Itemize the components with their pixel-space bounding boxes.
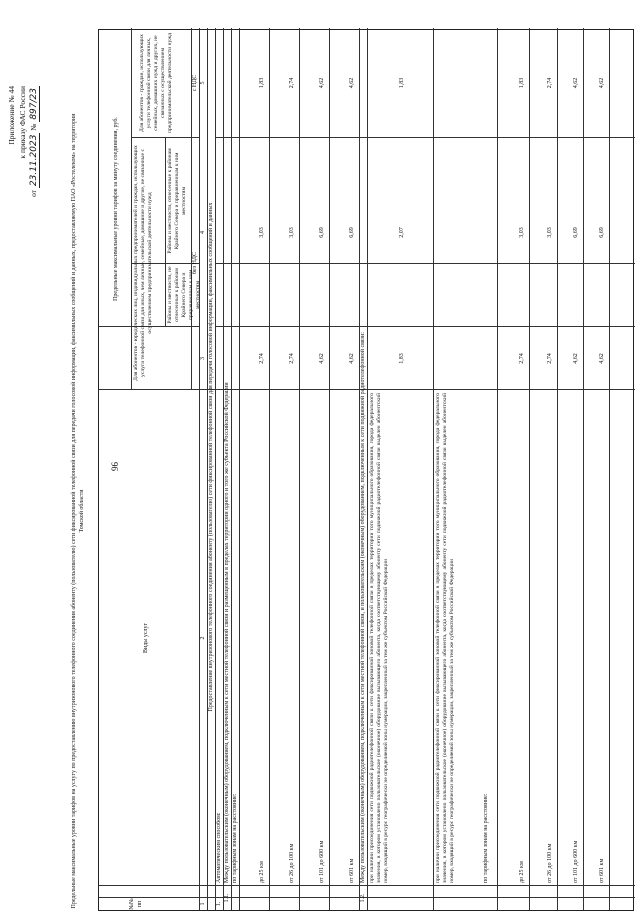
row-12b-2-c4: 3,03 [547, 227, 553, 238]
row-11-4-c5: 4,62 [349, 77, 355, 89]
row-12a-c4: 2,07 [399, 227, 405, 238]
row-12b-2-c5: 2,74 [547, 77, 553, 89]
row-12b-3-c3: 4,62 [573, 353, 579, 364]
row-12b-2-c3: 2,74 [547, 353, 553, 364]
row-11-2-c4: 3,03 [289, 227, 295, 238]
document-title: Предельные максимальные уровни тарифов на услугу по предоставлению внутризонового телефонного соединения абоненту (пользователю) сети фиксированной телефонной связи для передачи голосовой информации, факсимильных сообщений и данных, предоставляемую ПАО «Ростелеком» на территории Томской области [71, 113, 85, 909]
row-11-no: 1.1. [224, 893, 230, 903]
row-11-label-3: от 101 до 600 км [319, 840, 325, 883]
row-12b-label-1: до 25 км [519, 861, 525, 883]
row-12a-text: при наличии присоединения сети подвижной радиотелефонной связи к сети фиксированной зоновой телефонной связи в пределах территории того муниципального образования, города федерального значения, в котором установлено пользовательское (оконечное) оборудование вызывающего абонента, когда соответствующему абоненту сети подвижной радиотелефонной связи выделен абонентский номер, входящий в ресурс географически не определяемой зоны нумерации, закрепленный за тем же субъектом Российской Федерации [369, 393, 389, 883]
row-11-label: Между пользовательским (оконечным) оборудованием, подключенным к сети местной телефонной связи и размещенным в пределах территории одного и того же субъекта Российской Федерации [224, 382, 230, 883]
row-12b-3-c4: 6,69 [573, 227, 579, 238]
col-header-legal: Для абонентов - юридических лиц, индивидуальных предпринимателей и граждан, использующих услуги телефонной связи для иных, чем личные, семейные, домашние и другие, не связанные с осуществлением предпринимательской деятельности нужд [133, 145, 153, 381]
page-number: 96 [110, 462, 120, 471]
row-12b-label-4: от 601 км [599, 858, 605, 883]
section-title: Предоставление внутризонового телефонного соединения абоненту (пользователю) сети фиксированной телефонной связи для передачи голосовой информации, факсимильных сообщений и данных [208, 202, 214, 712]
row-1-no: 1. [216, 901, 222, 907]
row-12b-3-c5: 4,62 [573, 77, 579, 89]
col-number-4: 4 [200, 231, 206, 234]
row-11-label-2: от 26 до 100 км [289, 843, 295, 883]
row-12b-1-c3: 2,74 [519, 353, 525, 364]
row-12b-4-c3: 4,62 [599, 353, 605, 364]
order-date: 23.11.2023 [29, 134, 39, 187]
row-12-label: Между пользовательским (оконечным) оборудованием, подключенным к сети местной телефонной связи, и пользовательским (оконечным) оборудованием, подключенным к сети подвижной радиотелефонной связи: [360, 332, 366, 883]
row-12b-4-c5: 4,62 [599, 77, 605, 89]
order-date-line: от 23.11.2023 № 897/23 [29, 88, 39, 197]
col-header-region-north: Районы и местности, не отнесенные к районам Крайнего Севера и приравненным к ним местностям [167, 266, 201, 324]
row-12b-zone: по тарифным зонам на расстояние: [483, 793, 489, 883]
col-header-vat-incl: с НДС [192, 74, 198, 92]
row-11-label-4: от 601 км [349, 858, 355, 883]
row-11-3-c3: 4,62 [319, 353, 325, 364]
row-12a-c3: 1,83 [399, 353, 405, 364]
col-number-2: 2 [200, 636, 206, 640]
col-header-region-far-north: Районы и местности, отнесенные к районам Крайнего Севера и приравненным к ним местностям [167, 148, 187, 254]
row-12a-c5: 1,83 [399, 77, 405, 89]
row-11-label-1: до 25 км [259, 861, 265, 883]
row-11-2-c3: 2,74 [289, 353, 295, 364]
tariff-table [98, 29, 634, 911]
col-header-citizens: Для абонентов - граждан, использующих услуги телефонной связи для личных, семейных, домашних нужд и других, не связанных с осуществлением предпринимательской деятельности нужд [139, 33, 173, 133]
col-header-services: Виды услуг [143, 623, 149, 653]
row-11-4-c4: 6,69 [349, 227, 355, 238]
col-number-1: 1 [200, 902, 206, 906]
row-11-4-c3: 4,62 [349, 353, 355, 364]
row-11-zone: по тарифным зонам на расстояние: [232, 793, 238, 883]
row-12b-label-2: от 26 до 100 км [547, 843, 553, 883]
col-number-5: 5 [200, 81, 206, 85]
row-11-2-c5: 2,74 [289, 77, 295, 89]
row-11-1-c3: 2,74 [259, 353, 265, 364]
row-11-1-c5: 1,83 [259, 77, 265, 89]
row-12b-4-c4: 6,69 [599, 227, 605, 238]
col-header-no: №№ пп [129, 898, 143, 910]
order-number: 897/23 [29, 88, 39, 120]
row-12b-text: при наличии присоединения сети подвижной радиотелефонной связи к сети фиксированной зоновой телефонной связи в пределах территории того муниципального образования, города федерального значения, в котором установлено пользовательское (оконечное) оборудование вызывающего абонента, когда соответствующему абоненту сети подвижной радиотелефонной связи выделен абонентский номер, входящий в ресурс географически не определяемой зоны нумерации, закрепленный за тем же субъектом Российской Федерации [435, 393, 455, 883]
col-header-group: Предельные максимальные уровни тарифов за минуту соединения, руб. [113, 117, 119, 301]
row-11-3-c4: 6,69 [319, 227, 325, 238]
header-block [6, 86, 40, 197]
appendix-label: Приложение № 44 [7, 86, 16, 145]
row-12b-label-3: от 101 до 600 км [573, 840, 579, 883]
row-12b-1-c5: 1,83 [519, 77, 525, 89]
order-reference: к приказу ФАС России [18, 86, 27, 159]
row-12b-1-c4: 3,03 [519, 227, 525, 238]
row-11-3-c5: 4,62 [319, 77, 325, 89]
row-11-1-c4: 3,03 [259, 227, 265, 238]
row-1-label: Автоматическим способом: [216, 812, 222, 883]
col-header-vat-excl: без НДС [192, 252, 198, 275]
col-number-3: 3 [200, 357, 206, 360]
row-12-no: 1.2. [360, 893, 366, 903]
